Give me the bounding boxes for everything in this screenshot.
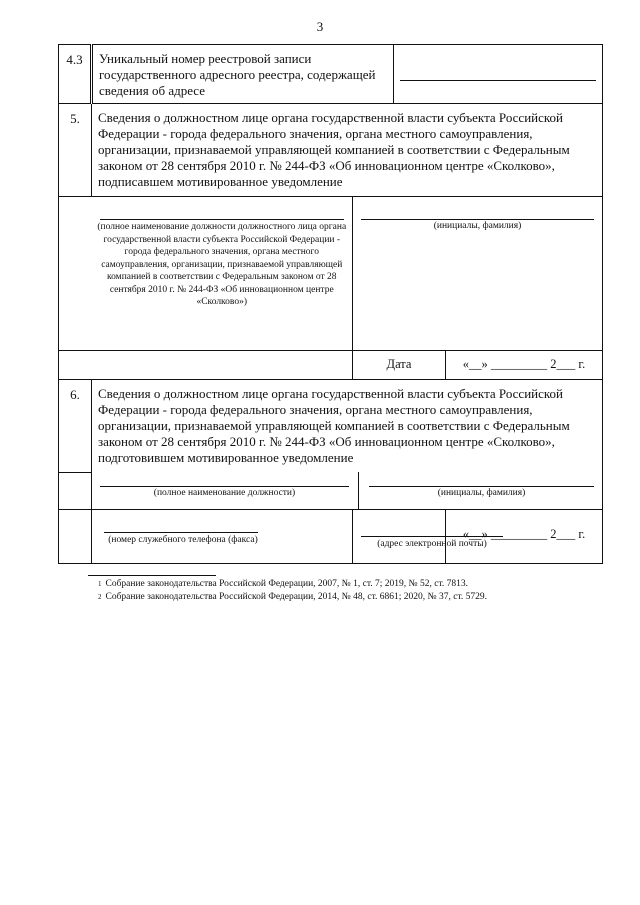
- section-6-contacts-row: [59, 509, 603, 563]
- preparer-phone-caption: (номер служебного телефона (факса): [108, 534, 258, 545]
- section-number: 5.: [59, 104, 92, 197]
- signing-date-value: «__» _________ 2___ г.: [462, 357, 586, 371]
- signing-date-field[interactable]: [446, 351, 603, 380]
- section-5-heading-row: [59, 104, 603, 197]
- footnote-text: Собрание законодательства Российской Федерации, 2014, № 48, ст. 6861; 2020, № 37, ст. 5729.: [105, 592, 488, 602]
- footnote-2: [98, 591, 487, 603]
- preparer-position-caption: (полное наименование должности): [153, 488, 296, 498]
- section-5-heading: Сведения о должностном лице органа государственной власти субъекта Российской Федерации - города федерального значения, органа местного самоуправления, организации, признаваемой управляющей компанией в соответствии с Федеральным законом от 28 сентября 2010 г. № 244-ФЗ «Об инновационном центре «Сколково», подписавшем мотивированное уведомление: [92, 104, 603, 197]
- section-5-date-row: [59, 351, 603, 380]
- preparer-position-name-fields[interactable]: [92, 472, 603, 509]
- section-6-heading-row: [59, 380, 603, 473]
- row-number: 4.3: [59, 45, 92, 104]
- footnote-mark: 2: [98, 593, 102, 601]
- footnote-text: Собрание законодательства Российской Федерации, 2007, № 1, ст. 7; 2019, № 52, ст. 7813.: [105, 579, 469, 589]
- row-4-3: [59, 45, 603, 104]
- footnote-divider: [88, 575, 216, 576]
- preparer-phone-field[interactable]: [92, 509, 353, 563]
- notification-form-table: [58, 44, 603, 564]
- signer-name-field[interactable]: [353, 197, 603, 351]
- preparation-date-field[interactable]: [446, 509, 603, 563]
- section-number: 6.: [59, 380, 92, 473]
- section-6-heading: Сведения о должностном лице органа государственной власти субъекта Российской Федерации - города федерального значения, органа местного самоуправления, организации, признаваемой управляющей компанией в соответствии с Федеральным законом от 28 сентября 2010 г. № 244-ФЗ «Об инновационном центре «Сколково», подготовившем мотивированное уведомление: [92, 380, 603, 473]
- preparer-name-caption: (инициалы, фамилия): [437, 488, 526, 498]
- signer-position-field[interactable]: [92, 197, 353, 351]
- signer-position-caption: (полное наименование должности должностного лица органа государственной власти субъекта Российской Федерации - города федерального значения, органа местного самоуправления, организации, признаваемой управляющей компанией в соответствии с Федеральным законом от 28 сентября 2010 г. № 244-ФЗ «Об инновационном центре «Сколково»): [97, 222, 347, 307]
- date-label: Дата: [386, 357, 412, 371]
- preparer-email-caption: (адрес электронной почты): [377, 538, 487, 549]
- registry-record-field[interactable]: [394, 45, 603, 104]
- preparation-date-value: «__» _________ 2___ г.: [462, 526, 586, 541]
- registry-record-label: Уникальный номер реестровой записи государственного адресного реестра, содержащей сведения об адресе: [92, 45, 394, 104]
- signer-name-caption: (инициалы, фамилия): [433, 221, 522, 231]
- page-number: 3: [316, 19, 324, 34]
- section-6-position-row: [59, 472, 603, 509]
- section-5-signature-row: [59, 197, 603, 351]
- footnote-mark: 1: [98, 580, 102, 588]
- date-label-cell: [353, 351, 446, 380]
- preparer-email-field[interactable]: [353, 509, 487, 563]
- footnote-1: [98, 578, 468, 590]
